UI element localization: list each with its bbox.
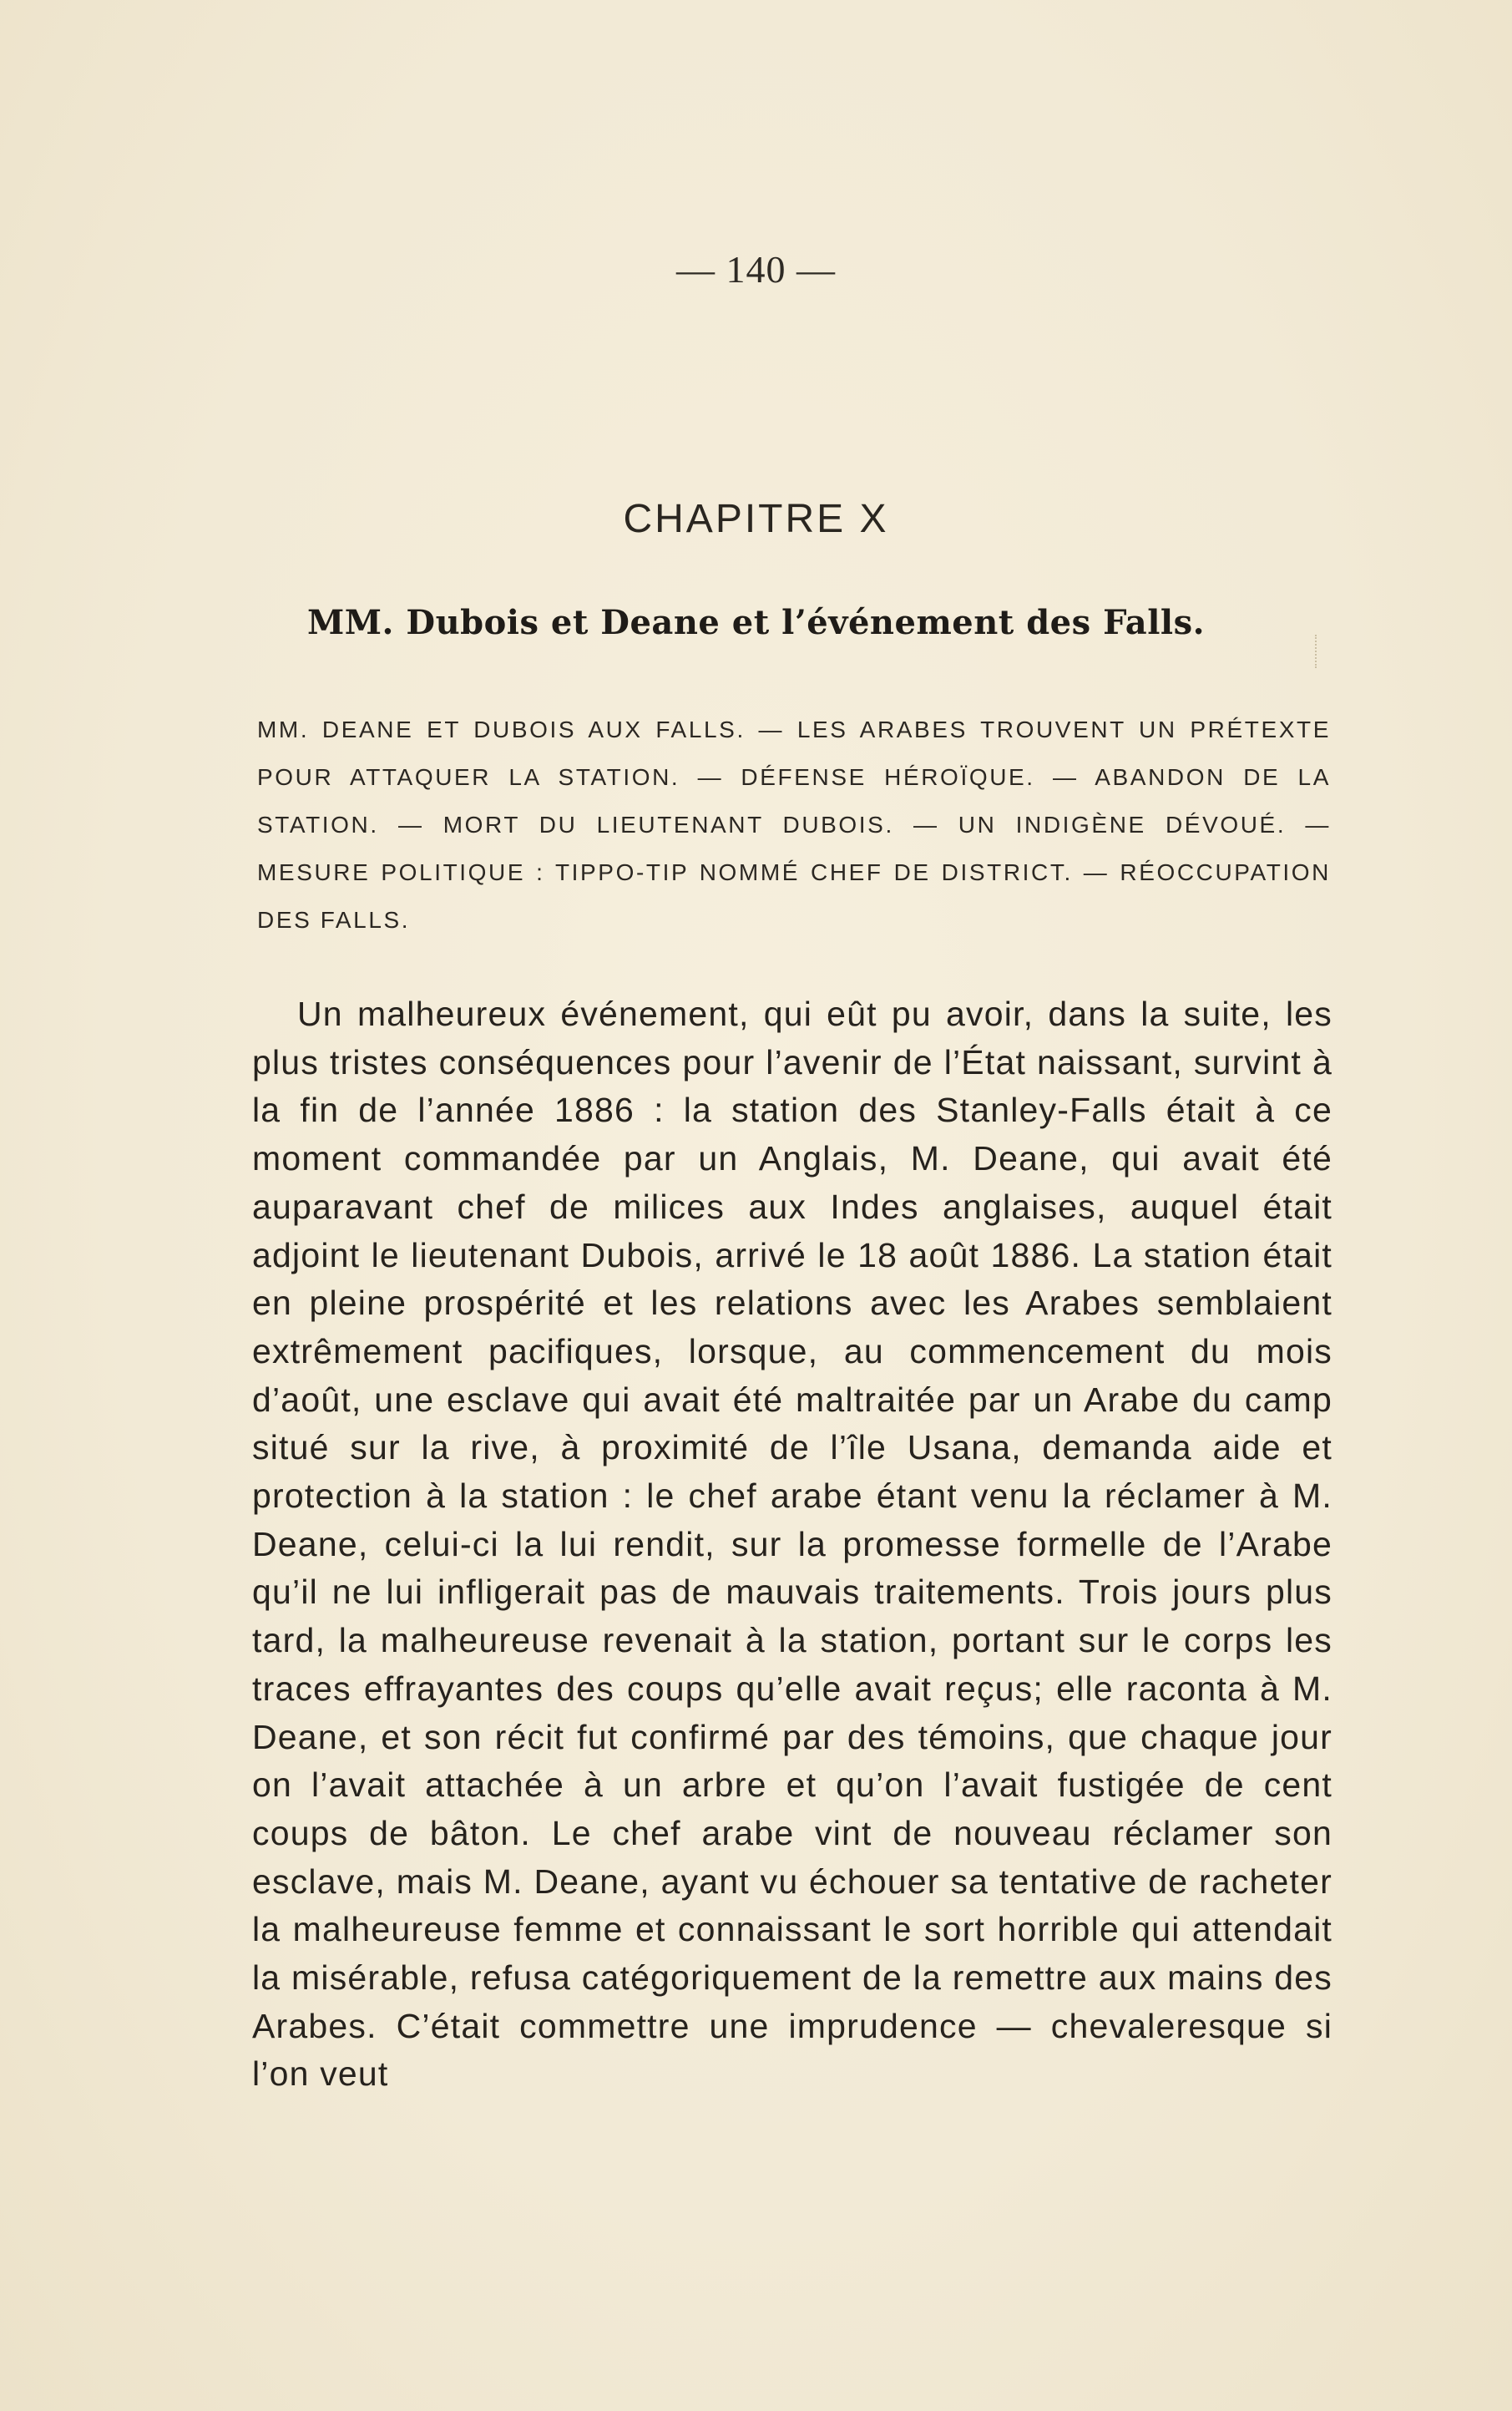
body-paragraph: Un malheureux événement, qui eût pu avoir, dans la suite, les plus tristes conséquences pour l’avenir de l’État naissant, survint à la fin de l’année 1886 : la station des Stanley-Falls était à ce moment commandée par un Anglais, M. Deane, qui avait été auparavant chef de milices aux Indes anglaises, auquel était adjoint le lieutenant Dubois, arrivé le 18 août 1886. La station était en pleine prospérité et les relations avec les Arabes semblaient extrêmement pacifiques, lorsque, au commencement du mois d’août, une esclave qui avait été maltraitée par un Arabe du camp situé sur la rive, à proximité de l’île Usana, demanda aide et protection à la station : le chef arabe étant venu la réclamer à M. Deane, celui-ci la lui rendit, sur la promesse formelle de l’Arabe qu’il ne lui infligerait pas de mauvais traitements. Trois jours plus tard, la malheureuse revenait à la station, portant sur le corps les traces effrayantes des coups qu’elle avait reçus; elle raconta à M. Deane, et son récit fut confirmé par des témoins, que chaque jour on l’avait attachée à un arbre et qu’on l’avait fustigée de cent coups de bâton. Le chef arabe vint de nouveau réclamer son esclave, mais M. Deane, ayant vu échouer sa tentative de racheter la malheureuse femme et connaissant le sort horrible qui attendait la misérable, refusa catégoriquement de la remettre aux mains des Arabes. C’était commettre une imprudence — chevaleresque si l’on veut	[252, 995, 1332, 2094]
chapter-summary: MM. DEANE ET DUBOIS AUX FALLS. — LES ARABES TROUVENT UN PRÉTEXTE POUR ATTAQUER LA STATION. — DÉFENSE HÉROÏQUE. — ABANDON DE LA STATION. — MORT DU LIEUTENANT DUBOIS. — UN INDIGÈNE DÉVOUÉ. — MESURE POLITIQUE : TIPPO-TIP NOMMÉ CHEF DE DISTRICT. — RÉOCCUPATION DES FALLS.	[257, 717, 1331, 933]
chapter-subtitle: MM. Dubois et Deane et l’événement des Falls.	[306, 603, 1206, 642]
paper-speck-marks	[1315, 635, 1320, 668]
chapter-title: CHAPITRE X	[623, 497, 889, 541]
page-number: — 140 —	[676, 248, 836, 291]
